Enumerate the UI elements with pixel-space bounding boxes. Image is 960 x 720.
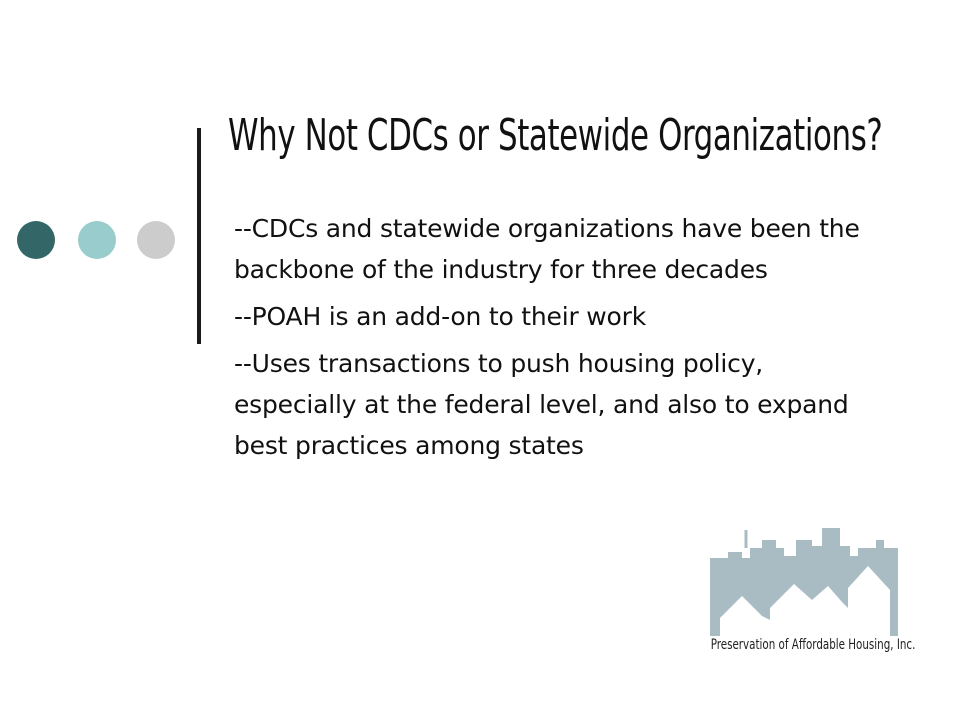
slide-title: Why Not CDCs or Statewide Organizations? bbox=[228, 110, 883, 161]
decorative-dot-gray bbox=[137, 221, 175, 259]
decorative-dot-light-teal bbox=[78, 221, 116, 259]
bullet-list bbox=[234, 208, 874, 472]
skyline-houses-icon bbox=[708, 526, 904, 638]
bullet-item: --CDCs and statewide organizations have been the backbone of the industry for three decades bbox=[234, 214, 860, 284]
decorative-dot-dark-teal bbox=[17, 221, 55, 259]
bullet-item: --Uses transactions to push housing policy, especially at the federal level, and also to expand best practices among states bbox=[234, 349, 849, 460]
bullet-item: --POAH is an add-on to their work bbox=[234, 302, 647, 331]
logo-caption: Preservation of Affordable Housing, Inc. bbox=[710, 637, 916, 653]
vertical-divider bbox=[197, 128, 201, 344]
poah-logo bbox=[690, 522, 920, 662]
